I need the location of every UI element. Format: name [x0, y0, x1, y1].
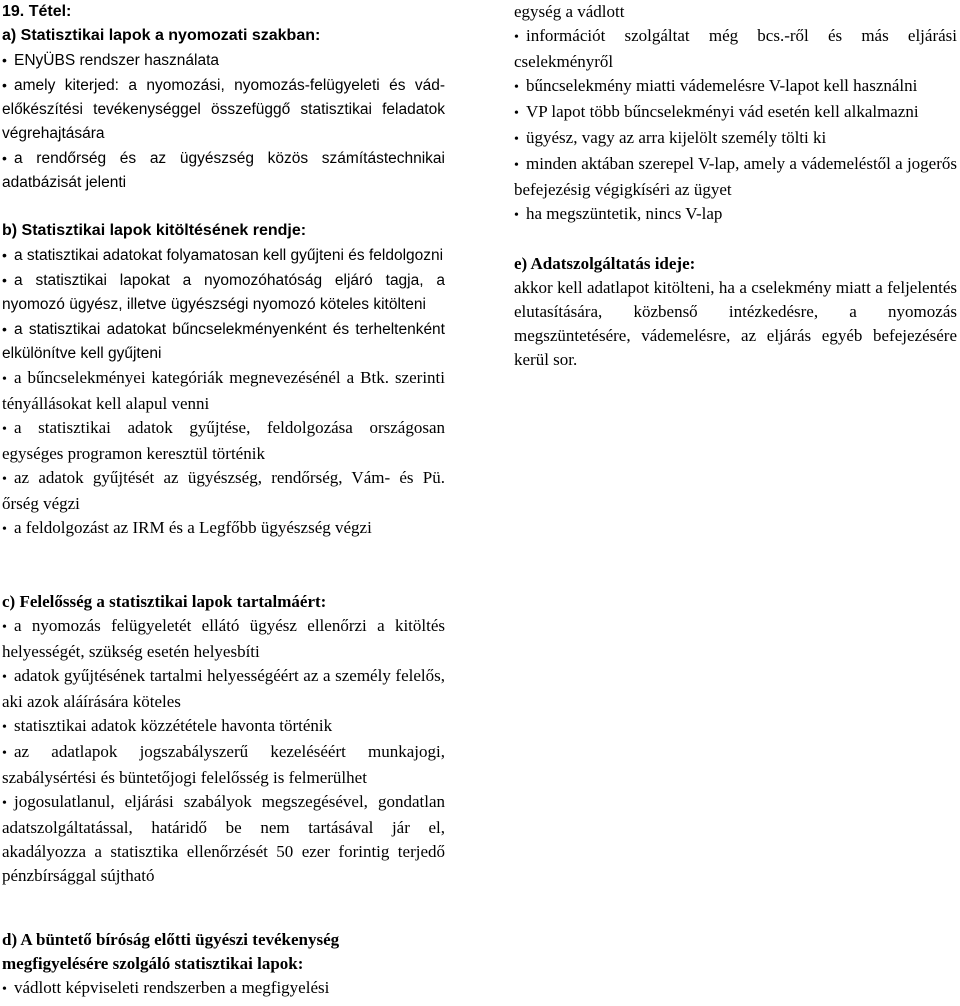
list-item: [2, 243, 445, 268]
list-item: [2, 614, 445, 664]
bullet-icon: •: [2, 321, 7, 337]
list-item-text: bűncselekmény miatti vádemelésre V-lapot kell használni: [526, 76, 918, 95]
section-a-list: [2, 48, 445, 195]
section-c-heading: c) Felelősség a statisztikai lapok tartalmáért:: [2, 592, 327, 611]
list-item-text: a nyomozás felügyeletét ellátó ügyész ellenőrzi a kitöltés helyességét, szükség esetén helyesbíti: [2, 616, 445, 661]
list-item: [2, 416, 445, 466]
section-b-list-serif: [2, 366, 445, 542]
list-item: [2, 366, 445, 416]
bullet-icon: •: [2, 77, 7, 93]
bullet-icon: •: [2, 422, 7, 437]
spacer: [2, 542, 445, 590]
list-item-text: vádlott képviseleti rendszerben a megfigyelési: [14, 978, 330, 997]
section-d-heading: d) A büntető bíróság előtti ügyészi tevékenység megfigyelésére szolgáló statisztikai lapok:: [2, 930, 340, 973]
list-item-text: ENyÜBS rendszer használata: [14, 52, 220, 69]
list-item-text: jogosulatlanul, eljárási szabályok megszegésével, gondatlan adatszolgáltatással, határidő be nem tartásával jár el, akadályozza a statisztika ellenőrzését 50 ezer forintig terjedő pénzbírsággal sújtható: [2, 792, 445, 885]
list-item-text: statisztikai adatok közzététele havonta történik: [14, 716, 333, 735]
list-item: [2, 146, 445, 195]
bullet-icon: •: [2, 272, 7, 288]
list-item-text: VP lapot több bűncselekményi vád esetén kell alkalmazni: [526, 102, 919, 121]
bullet-icon: •: [2, 670, 7, 685]
list-item-text: a statisztikai adatokat bűncselekményenként és terheltenként elkülönítve kell gyűjteni: [2, 321, 445, 362]
spacer: [2, 195, 445, 219]
list-item: [514, 74, 957, 100]
list-item: [2, 73, 445, 146]
list-item: [514, 100, 957, 126]
list-item-text: információt szolgáltat még bcs.-ről és más eljárási cselekményről: [514, 26, 957, 71]
bullet-icon: •: [2, 472, 7, 487]
bullet-icon: •: [2, 247, 7, 263]
list-item-text: ha megszüntetik, nincs V-lap: [526, 204, 723, 223]
list-item: [2, 976, 445, 1002]
bullet-icon: •: [2, 150, 7, 166]
left-column: [2, 0, 445, 1002]
page-title: 19. Tétel:: [2, 3, 72, 20]
list-item-text: minden aktában szerepel V-lap, amely a vádemeléstől a jogerős befejezésig végigkíséri az ügyet: [514, 154, 957, 199]
bullet-icon: •: [514, 80, 519, 95]
right-list: [514, 24, 957, 228]
list-item-text: a statisztikai lapokat a nyomozóhatóság eljáró tagja, a nyomozó ügyész, illetve ügyészségi nyomozó köteles kitölteni: [2, 272, 445, 313]
list-item: [2, 466, 445, 516]
continuation-text: egység a vádlott: [514, 2, 625, 21]
list-item-text: az adatlapok jogszabályszerű kezeléséért munkajogi, szabálysértési és büntetőjogi felelősség is felmerülhet: [2, 742, 445, 787]
list-item-text: a statisztikai adatokat folyamatosan kell gyűjteni és feldolgozni: [14, 247, 444, 264]
list-item: [514, 24, 957, 74]
section-e-heading: e) Adatszolgáltatás ideje:: [514, 254, 696, 273]
bullet-icon: •: [514, 208, 519, 223]
spacer: [514, 228, 957, 252]
section-b-heading: b) Statisztikai lapok kitöltésének rendje:: [2, 222, 307, 239]
bullet-icon: •: [2, 720, 7, 735]
list-item-text: adatok gyűjtésének tartalmi helyességéért az a személy felelős, aki azok aláírására köteles: [2, 666, 445, 711]
section-c-list: [2, 614, 445, 888]
spacer: [2, 888, 445, 928]
list-item: [2, 714, 445, 740]
section-a-heading: a) Statisztikai lapok a nyomozati szakban:: [2, 27, 321, 44]
list-item: [2, 48, 445, 73]
list-item: [2, 516, 445, 542]
list-item-text: a feldolgozást az IRM és a Legfőbb ügyészség végzi: [14, 518, 372, 537]
right-column: [514, 0, 957, 372]
bullet-icon: •: [2, 796, 7, 811]
bullet-icon: •: [2, 982, 7, 997]
section-d-list: [2, 976, 445, 1002]
list-item-text: a rendőrség és az ügyészség közös számítástechnikai adatbázisát jelenti: [2, 150, 445, 191]
section-b-list: [2, 243, 445, 366]
list-item-text: az adatok gyűjtését az ügyészség, rendőrség, Vám- és Pü. őrség végzi: [2, 468, 445, 513]
list-item: [514, 202, 957, 228]
bullet-icon: •: [2, 522, 7, 537]
list-item: [2, 664, 445, 714]
list-item: [514, 126, 957, 152]
list-item: [2, 317, 445, 366]
list-item-text: amely kiterjed: a nyomozási, nyomozás-felügyeleti és vád-előkészítési tevékenységgel összefüggő statisztikai feladatok végrehajtására: [2, 77, 445, 142]
bullet-icon: •: [2, 620, 7, 635]
bullet-icon: •: [2, 746, 7, 761]
section-e-text: akkor kell adatlapot kitölteni, ha a cselekmény miatt a feljelentés elutasítására, közbenső intézkedésre, a nyomozás megszüntetésére, vádemelésre, az eljárás egyéb befejezésére kerül sor.: [514, 278, 957, 369]
list-item: [2, 740, 445, 790]
bullet-icon: •: [2, 372, 7, 387]
list-item: [2, 268, 445, 317]
bullet-icon: •: [514, 106, 519, 121]
bullet-icon: •: [2, 52, 7, 68]
bullet-icon: •: [514, 132, 519, 147]
list-item: [2, 790, 445, 888]
list-item-text: a statisztikai adatok gyűjtése, feldolgozása országosan egységes programon keresztül történik: [2, 418, 445, 463]
list-item: [514, 152, 957, 202]
bullet-icon: •: [514, 30, 519, 45]
list-item-text: a bűncselekményei kategóriák megnevezésénél a Btk. szerinti tényállásokat kell alapul venni: [2, 368, 445, 413]
bullet-icon: •: [514, 158, 519, 173]
list-item-text: ügyész, vagy az arra kijelölt személy tölti ki: [526, 128, 827, 147]
